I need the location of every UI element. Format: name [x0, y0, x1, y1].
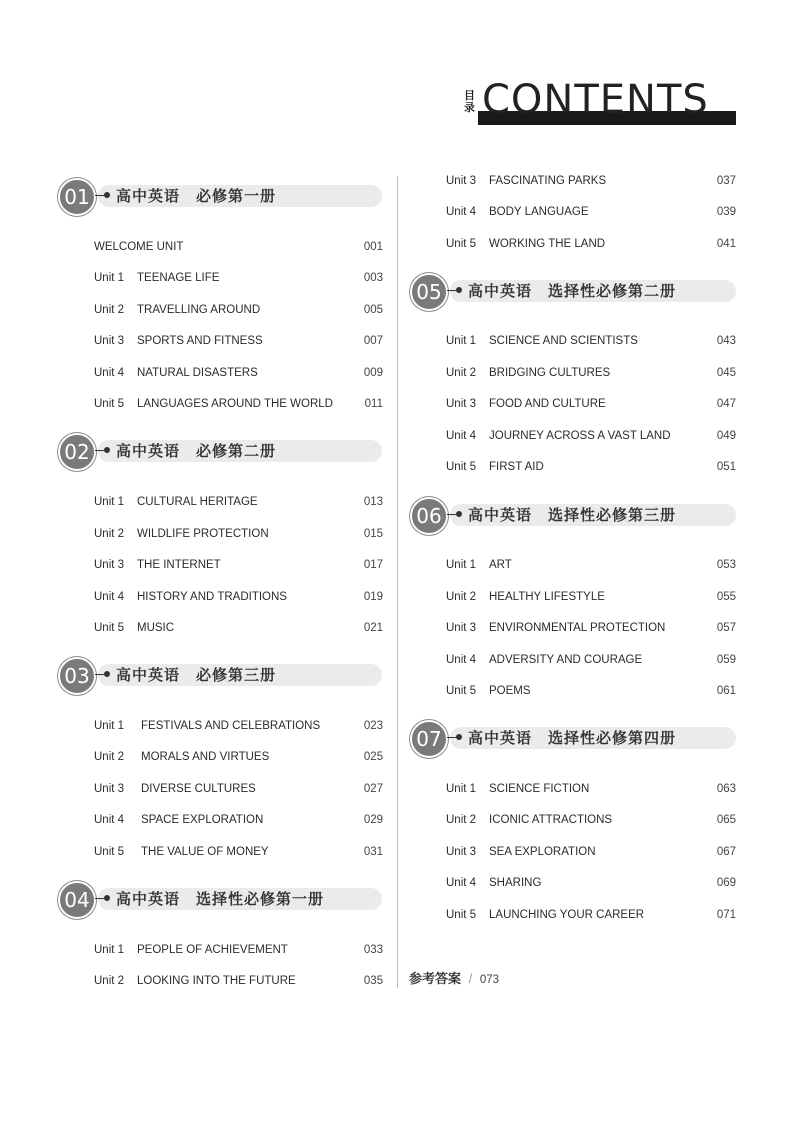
toc-row[interactable]: [446, 332, 736, 350]
unit-name: CULTURAL HERITAGE: [137, 496, 258, 508]
toc-row[interactable]: [446, 651, 736, 669]
page-number: 065: [716, 814, 736, 826]
unit-name: ENVIRONMENTAL PROTECTION: [489, 622, 666, 634]
toc-row[interactable]: [94, 972, 383, 990]
toc-row[interactable]: [94, 941, 383, 959]
toc-row[interactable]: [446, 682, 736, 700]
toc-row[interactable]: [94, 301, 383, 319]
unit-name: HISTORY AND TRADITIONS: [137, 591, 287, 603]
unit-label: Unit 1: [446, 559, 477, 571]
toc-row[interactable]: [94, 717, 383, 735]
unit-label: Unit 1: [94, 272, 125, 284]
unit-name: THE VALUE OF MONEY: [141, 846, 269, 858]
unit-label: Unit 2: [94, 975, 125, 987]
unit-label: Unit 1: [94, 720, 125, 732]
unit-label: Unit 3: [446, 846, 477, 858]
arrow-dot: [104, 447, 110, 453]
page-number: 047: [716, 398, 736, 410]
page-number: 037: [716, 175, 736, 187]
unit-label: Unit 4: [446, 206, 477, 218]
unit-label: Unit 2: [446, 591, 477, 603]
page-number: 039: [716, 206, 736, 218]
section-number-badge: 03: [58, 657, 96, 695]
section-number-badge: 01: [58, 178, 96, 216]
unit-label: Unit 1: [94, 496, 125, 508]
unit-name: FOOD AND CULTURE: [489, 398, 606, 410]
unit-name: LAUNCHING YOUR CAREER: [489, 909, 645, 921]
arrow-dot: [104, 895, 110, 901]
unit-name: ART: [489, 559, 512, 571]
page-number: 055: [716, 591, 736, 603]
page-number: 019: [363, 591, 383, 603]
page-number: 031: [363, 846, 383, 858]
page-number: 017: [363, 559, 383, 571]
page-number: 059: [716, 654, 736, 666]
section-header-07: [410, 723, 736, 751]
page-number: 025: [363, 751, 383, 763]
page-number: 009: [363, 367, 383, 379]
page-number: 043: [716, 335, 736, 347]
answers-page: 073: [479, 974, 500, 986]
unit-label: Unit 2: [446, 814, 477, 826]
answers-label: 参考答案: [409, 972, 462, 987]
unit-name: FIRST AID: [489, 461, 544, 473]
page-number: 013: [363, 496, 383, 508]
page-number: 061: [716, 685, 736, 697]
page-number: 053: [716, 559, 736, 571]
unit-name: POEMS: [489, 685, 531, 697]
section-number-badge: 07: [410, 720, 448, 758]
unit-name: LOOKING INTO THE FUTURE: [137, 975, 296, 987]
unit-name: TRAVELLING AROUND: [137, 304, 261, 316]
section-header-02: [58, 436, 382, 464]
toc-row[interactable]: [94, 780, 383, 798]
page-number: 029: [363, 814, 383, 826]
section-title: 高中英语 必修第三册: [116, 666, 277, 684]
unit-name: LANGUAGES AROUND THE WORLD: [137, 398, 333, 410]
section-header-01: [58, 181, 382, 209]
unit-name: WILDLIFE PROTECTION: [137, 528, 269, 540]
section-header-06: [410, 500, 736, 528]
section-number-badge: 06: [410, 497, 448, 535]
toc-row[interactable]: [94, 556, 383, 574]
toc-row[interactable]: [94, 269, 383, 287]
unit-name: FESTIVALS AND CELEBRATIONS: [141, 720, 321, 732]
contents-cn-label: 目录: [464, 90, 475, 114]
toc-row[interactable]: [94, 493, 383, 511]
page-number: 071: [716, 909, 736, 921]
toc-row[interactable]: [94, 332, 383, 350]
page-number: 045: [716, 367, 736, 379]
section-title: 高中英语 必修第一册: [116, 187, 277, 205]
toc-row[interactable]: [446, 556, 736, 574]
toc-row[interactable]: [94, 843, 383, 861]
unit-name: FASCINATING PARKS: [489, 175, 607, 187]
unit-label: Unit 5: [94, 398, 125, 410]
toc-row[interactable]: [446, 780, 736, 798]
unit-label: Unit 5: [446, 461, 477, 473]
toc-row[interactable]: [446, 172, 736, 190]
unit-name: WORKING THE LAND: [489, 238, 606, 250]
unit-label: Unit 5: [94, 846, 125, 858]
unit-name: ADVERSITY AND COURAGE: [489, 654, 643, 666]
unit-label: Unit 5: [446, 238, 477, 250]
unit-label: Unit 3: [94, 559, 125, 571]
unit-label: Unit 4: [446, 877, 477, 889]
toc-row[interactable]: [446, 203, 736, 221]
toc-row[interactable]: [446, 843, 736, 861]
arrow-dot: [104, 671, 110, 677]
toc-row[interactable]: [94, 588, 383, 606]
unit-label: Unit 3: [94, 335, 125, 347]
page-number: 011: [364, 398, 383, 410]
section-title: 高中英语 选择性必修第一册: [116, 890, 325, 908]
unit-name: BRIDGING CULTURES: [489, 367, 611, 379]
section-title: 高中英语 选择性必修第四册: [468, 729, 677, 747]
page-number: 023: [363, 720, 383, 732]
arrow-dot: [456, 511, 462, 517]
page-number: 051: [716, 461, 736, 473]
unit-label: Unit 4: [94, 591, 125, 603]
toc-row[interactable]: [446, 906, 736, 924]
toc-row[interactable]: [94, 395, 383, 413]
unit-label: Unit 4: [94, 814, 125, 826]
unit-name: SPACE EXPLORATION: [141, 814, 264, 826]
toc-row[interactable]: [446, 427, 736, 445]
unit-name: PEOPLE OF ACHIEVEMENT: [137, 944, 288, 956]
section-header-05: [410, 276, 736, 304]
unit-name: NATURAL DISASTERS: [137, 367, 258, 379]
page-number: 007: [363, 335, 383, 347]
toc-row[interactable]: [94, 525, 383, 543]
page-number: 005: [363, 304, 383, 316]
unit-label: Unit 1: [446, 783, 477, 795]
unit-label: Unit 4: [94, 367, 125, 379]
unit-label: Unit 3: [94, 783, 125, 795]
section-number-badge: 02: [58, 433, 96, 471]
unit-name: SCIENCE FICTION: [489, 783, 590, 795]
unit-name: THE INTERNET: [137, 559, 221, 571]
page-number: 067: [716, 846, 736, 858]
toc-row[interactable]: [94, 748, 383, 766]
section-header-03: [58, 660, 382, 688]
unit-label: Unit 5: [446, 909, 477, 921]
contents-logo: [462, 78, 738, 130]
unit-name: WELCOME UNIT: [94, 241, 184, 253]
page-number: 027: [363, 783, 383, 795]
unit-label: Unit 2: [94, 528, 125, 540]
answers-link[interactable]: [409, 970, 499, 989]
toc-row[interactable]: [446, 874, 736, 892]
unit-label: Unit 3: [446, 622, 477, 634]
toc-row[interactable]: [446, 588, 736, 606]
page-number: 057: [716, 622, 736, 634]
arrow-dot: [456, 734, 462, 740]
unit-label: Unit 1: [446, 335, 477, 347]
unit-label: Unit 5: [94, 622, 125, 634]
column-divider: [397, 176, 398, 988]
unit-label: Unit 5: [446, 685, 477, 697]
section-title: 高中英语 选择性必修第三册: [468, 506, 677, 524]
arrow-dot: [456, 287, 462, 293]
unit-name: SPORTS AND FITNESS: [137, 335, 263, 347]
contents-title: CONTENTS: [482, 77, 709, 123]
page-number: 063: [716, 783, 736, 795]
unit-label: Unit 3: [446, 175, 477, 187]
toc-row[interactable]: [94, 811, 383, 829]
unit-label: Unit 1: [94, 944, 125, 956]
page-number: 049: [716, 430, 736, 442]
unit-label: Unit 4: [446, 430, 477, 442]
unit-name: DIVERSE CULTURES: [141, 783, 256, 795]
page-number: 001: [363, 241, 383, 253]
arrow-dot: [104, 192, 110, 198]
toc-row[interactable]: [94, 619, 383, 637]
unit-label: Unit 2: [446, 367, 477, 379]
page-number: 035: [363, 975, 383, 987]
section-number-badge: 04: [58, 881, 96, 919]
unit-name: SEA EXPLORATION: [489, 846, 596, 858]
unit-name: BODY LANGUAGE: [489, 206, 589, 218]
unit-name: HEALTHY LIFESTYLE: [489, 591, 605, 603]
unit-name: MORALS AND VIRTUES: [141, 751, 270, 763]
unit-name: SCIENCE AND SCIENTISTS: [489, 335, 638, 347]
page-number: 041: [716, 238, 736, 250]
answers-separator: /: [468, 971, 473, 986]
section-number-badge: 05: [410, 273, 448, 311]
unit-name: JOURNEY ACROSS A VAST LAND: [489, 430, 671, 442]
toc-row[interactable]: [446, 619, 736, 637]
toc-row[interactable]: [94, 238, 383, 256]
section-title: 高中英语 选择性必修第二册: [468, 282, 677, 300]
page-number: 033: [363, 944, 383, 956]
unit-label: Unit 2: [94, 304, 125, 316]
section-header-04: [58, 884, 382, 912]
toc-row[interactable]: [446, 235, 736, 253]
unit-label: Unit 2: [94, 751, 125, 763]
unit-name: ICONIC ATTRACTIONS: [489, 814, 613, 826]
unit-name: TEENAGE LIFE: [137, 272, 220, 284]
toc-row[interactable]: [446, 364, 736, 382]
toc-row[interactable]: [446, 458, 736, 476]
page-number: 069: [716, 877, 736, 889]
page-number: 021: [363, 622, 383, 634]
unit-name: MUSIC: [137, 622, 175, 634]
toc-row[interactable]: [94, 364, 383, 382]
unit-label: Unit 4: [446, 654, 477, 666]
section-title: 高中英语 必修第二册: [116, 442, 277, 460]
page-number: 015: [363, 528, 383, 540]
unit-name: SHARING: [489, 877, 542, 889]
page-number: 003: [363, 272, 383, 284]
toc-row[interactable]: [446, 811, 736, 829]
toc-row[interactable]: [446, 395, 736, 413]
unit-label: Unit 3: [446, 398, 477, 410]
